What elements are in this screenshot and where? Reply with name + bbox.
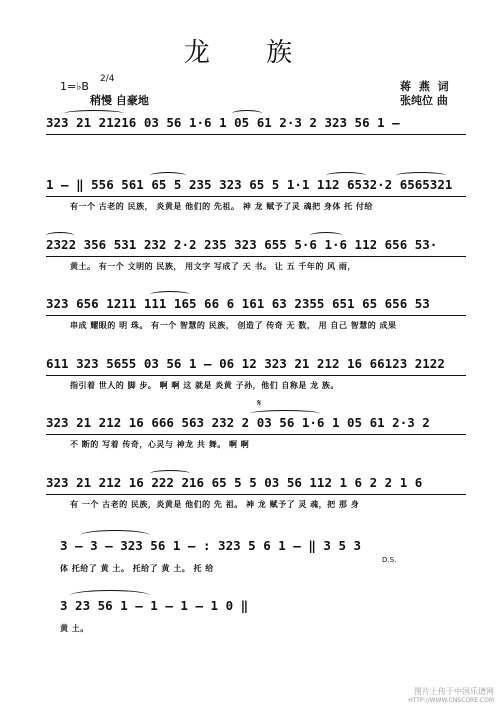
staff-notation: 2322 356 531 232 2·2 235 323 655 5·6 1·6 112 656 53· (46, 237, 438, 252)
slur-arc (46, 232, 74, 239)
staff-lyrics: 黄土。 有一个 文明的 民族， 用文字 写成了 天 书。 让 五 千年的 风 雨， (70, 262, 356, 271)
slur-arc (64, 110, 124, 117)
staff-lyrics: 体 托给了 黄 土。 托给了 黄 土。 托 给 (60, 564, 214, 573)
slur-arc (326, 172, 366, 179)
time-signature: 2/4 (100, 74, 115, 84)
beam-line (46, 494, 466, 495)
staff-notation: 3 – 3 – 323 56 1 – : 323 5 6 1 – ‖ 3 5 3 (60, 538, 362, 553)
staff-lyrics: 指引着 世人的 脚 步。 啊 啊 这 就是 炎黄 子孙，他们 自称是 龙 族。 (70, 381, 339, 390)
slur-arc (150, 172, 186, 179)
staff-notation: 611 323 5655 03 56 1 – 06 12 323 21 212 16 66123 2122 (46, 356, 445, 371)
composer-credit: 张纯位 曲 (400, 94, 448, 107)
beam-line (46, 315, 466, 316)
staff-notation: 323 656 1211 111 165 66 6 161 63 2355 651 65 656 53 (46, 296, 430, 311)
slur-arc (150, 470, 190, 477)
song-title: 龙 族 (183, 38, 317, 68)
staff-lyrics: 有 一个 古老的 民族，炎黄是 他们的 先 祖。 神 龙 赋予了 灵 魂，把 那 身 (70, 500, 360, 509)
staff-notation: 323 21 212 16 222 216 65 5 5 03 56 112 1 6 2 2 1 6 (46, 475, 423, 490)
beam-line (46, 196, 466, 197)
beam-line (46, 256, 466, 257)
staff-notation: 323 21 21216 03 56 1·6 1 05 61 2·3 2 323 56 1 – (46, 115, 400, 130)
staff-row (46, 115, 466, 135)
staff-notation: 3 23 56 1 – 1 – 1 – 1 0 ‖ (60, 598, 249, 613)
slur-arc (150, 291, 190, 298)
staff-row (46, 356, 466, 376)
staff-notation: 1 – ‖ 556 561 65 5 235 323 65 5 1·1 112 6532·2 6565321 (46, 177, 453, 192)
beam-line (46, 134, 466, 135)
segno-mark-icon: 𝄋 (257, 398, 262, 409)
staff-row (60, 598, 470, 618)
slur-arc (232, 110, 262, 117)
slur-arc (70, 590, 150, 601)
slur-arc (396, 172, 446, 179)
ds-mark: D.S. (382, 556, 397, 564)
slur-arc (310, 232, 342, 239)
lyricist-credit: 蒋 燕 词 (400, 80, 451, 93)
staff-row (46, 237, 466, 257)
tempo-marking: 稍慢 自豪地 (90, 94, 149, 107)
key-signature: 1=♭B (60, 80, 89, 93)
staff-lyrics: 不 断的 写着 传奇，心灵与 神龙 共 舞。 啊 啊 (70, 440, 250, 449)
beam-line (46, 375, 466, 376)
staff-row (46, 296, 466, 316)
beam-line (46, 434, 466, 435)
site-watermark (344, 686, 494, 704)
staff-row (46, 415, 466, 435)
staff-notation: 323 21 212 16 666 563 232 2 03 56 1·6 1 05 61 2·3 2 (46, 415, 430, 430)
staff-lyrics: 串成 耀眼的 明 珠。 有一个 智慧的 民族， 创造了 传奇 无 数， 用 自己 智慧的 成果 (70, 321, 397, 330)
staff-lyrics: 有一个 古老的 民族， 炎黄是 他们的 先祖。 神 龙 赋予了灵 魂把 身体 托 付给 (70, 202, 373, 211)
watermark-line: 图片上传于中国乐谱网 (414, 687, 494, 696)
slur-arc (250, 410, 320, 417)
staff-row (60, 538, 470, 558)
staff-row (46, 177, 466, 197)
staff-row (46, 475, 466, 495)
slur-arc (80, 530, 150, 541)
staff-lyrics: 黄 土。 (60, 624, 89, 633)
watermark-url: HTTP://WWW.CNSCORE.COM (408, 697, 494, 704)
